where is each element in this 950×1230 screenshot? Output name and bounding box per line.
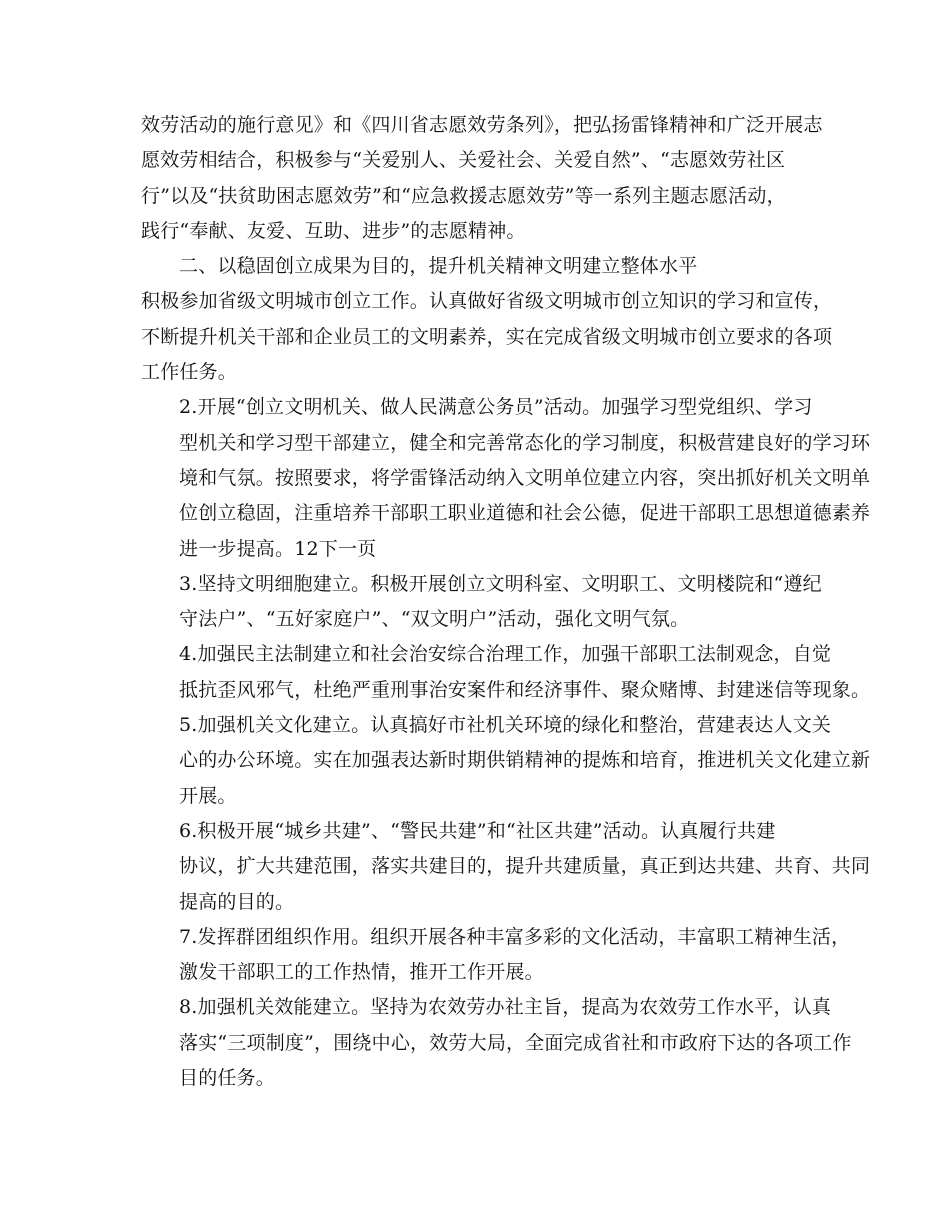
text-line: 激发干部职工的工作热情，推开工作开展。 (179, 961, 544, 984)
text-line: 境和气氛。按照要求，将学雷锋活动纳入文明单位建立内容，突出抓好机关文明单 (179, 466, 871, 489)
text-line: 7.发挥群团组织作用。组织开展各种丰富多彩的文化活动，丰富职工精神生活， (179, 925, 851, 948)
paragraph-volunteer-service (141, 108, 823, 249)
text-line: 抵抗歪风邪气，杜绝严重刑事治安案件和经济事件、聚众赌博、封建迷信等现象。 (179, 678, 871, 701)
paragraph-3 (141, 567, 822, 638)
text-line: 心的办公环境。实在加强表达新时期供销精神的提炼和培育，推进机关文化建立新 (179, 749, 871, 772)
text-line: 二、以稳固创立成果为目的，提升机关精神文明建立整体水平 (179, 255, 698, 278)
text-line: 型机关和学习型干部建立，健全和完善常态化的学习制度，积极营建良好的学习环 (179, 431, 871, 454)
paragraph-6 (141, 814, 871, 920)
text-line: 5.加强机关文化建立。认真搞好市社机关环境的绿化和整治，营建表达人文关 (179, 714, 832, 737)
text-line: 不断提升机关干部和企业员工的文明素养，实在完成省级文明城市创立要求的各项 (141, 325, 833, 348)
text-line: 协议，扩大共建范围，落实共建目的，提升共建质量，真正到达共建、共育、共同 (179, 855, 871, 878)
paragraph-8 (141, 990, 852, 1096)
text-line: 8.加强机关效能建立。坚持为农效劳办社主旨，提高为农效劳工作水平，认真 (179, 996, 832, 1019)
text-line: 位创立稳固，注重培养干部职工职业道德和社会公德，促进干部职工思想道德素养 (179, 502, 871, 525)
paragraph-7 (141, 920, 851, 991)
text-line: 进一步提高。12下一页 (179, 537, 377, 560)
paragraph-5 (141, 708, 871, 814)
paragraph-4 (141, 637, 871, 708)
text-line: 守法户”、“五好家庭户”、“双文明户”活动，强化文明气氛。 (179, 608, 690, 631)
text-line: 6.积极开展“城乡共建”、“警民共建”和“社区共建”活动。认真履行共建 (179, 819, 776, 842)
text-line: 积极参加省级文明城市创立工作。认真做好省级文明城市创立知识的学习和宣传， (141, 290, 833, 313)
text-line: 目的任务。 (179, 1067, 276, 1090)
text-line: 3.坚持文明细胞建立。积极开展创立文明科室、文明职工、文明楼院和“遵纪 (179, 572, 822, 595)
text-line: 愿效劳相结合，积极参与“关爱别人、关爱社会、关爱自然”、“志愿效劳社区 (141, 149, 786, 172)
paragraph-1-provincial-city (141, 284, 833, 390)
section-heading-2 (141, 249, 816, 284)
paragraph-2 (141, 390, 871, 566)
text-line: 落实“三项制度”，围绕中心，效劳大局，全面完成省社和市政府下达的各项工作 (179, 1031, 852, 1054)
text-line: 行”以及“扶贫助困志愿效劳”和“应急救援志愿效劳”等一系列主题志愿活动， (141, 184, 786, 207)
text-line: 2.开展“创立文明机关、做人民满意公务员”活动。加强学习型党组织、学习 (179, 396, 813, 419)
text-line: 践行“奉献、友爱、互助、进步”的志愿精神。 (141, 219, 526, 242)
text-line: 效劳活动的施行意见》和《四川省志愿效劳条列》，把弘扬雷锋精神和广泛开展志 (141, 114, 823, 136)
text-line: 4.加强民主法制建立和社会治安综合治理工作，加强干部职工法制观念，自觉 (179, 643, 832, 666)
text-line: 提高的目的。 (179, 890, 295, 913)
text-line: 开展。 (179, 784, 237, 807)
document-body (141, 108, 871, 1096)
text-line: 工作任务。 (141, 361, 238, 384)
